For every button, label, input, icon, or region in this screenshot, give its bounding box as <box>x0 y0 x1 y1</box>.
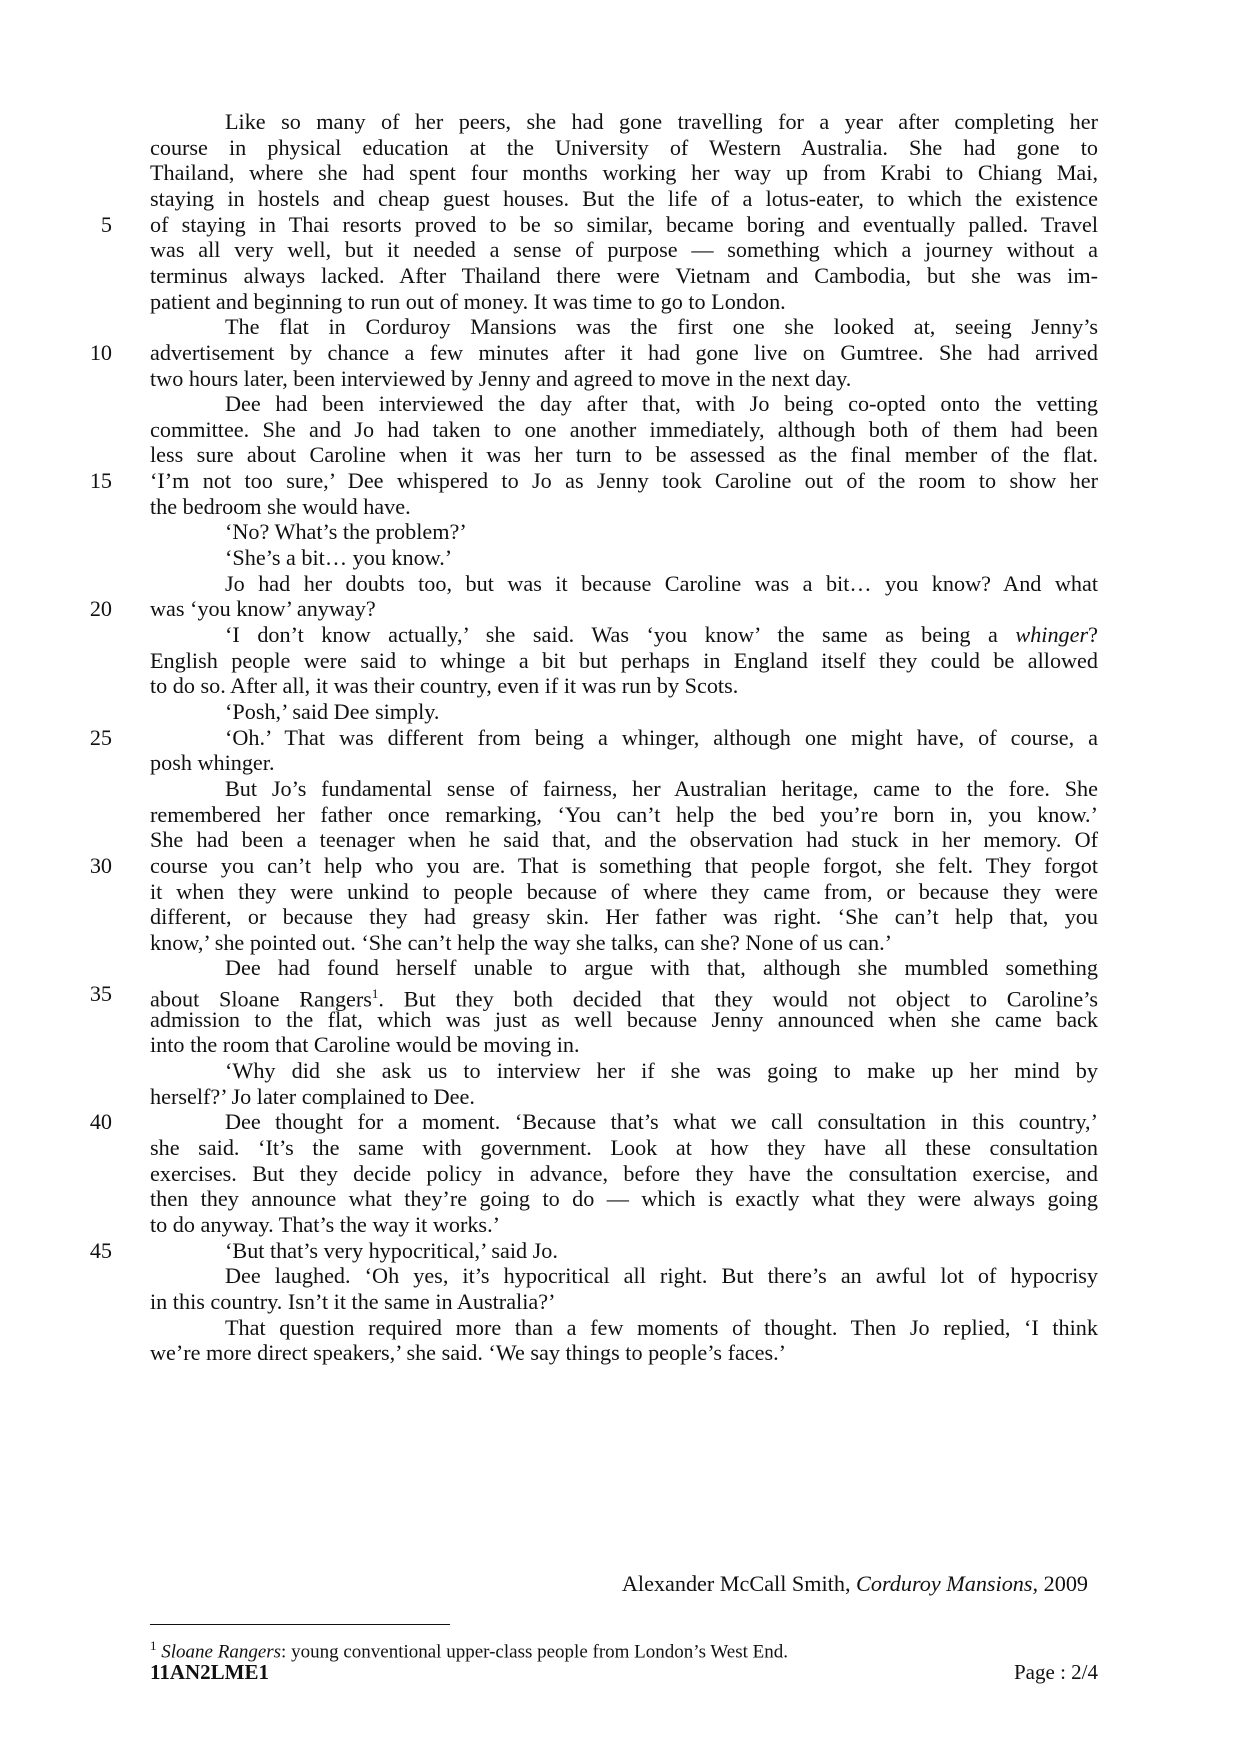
passage-line-text: staying in hostels and cheap guest houses. But the life of a lotus-eater, to which the existence <box>150 185 1098 211</box>
passage-line <box>150 877 1098 906</box>
line-number: 25 <box>89 724 112 750</box>
passage-line <box>150 774 1098 803</box>
footnote-reference: 1 <box>371 986 379 1002</box>
passage-line-text: exercises. But they decide policy in advance, before they have the consultation exercise, and <box>150 1160 1098 1186</box>
passage-line-text: Jo had her doubts too, but was it because Caroline was a bit… you know? And what <box>225 570 1098 596</box>
passage-line <box>150 800 1098 829</box>
page-number: Page : 2/4 <box>1014 1660 1098 1684</box>
passage-line-text: was all very well, but it needed a sense of purpose — something which a journey without a <box>150 237 1098 263</box>
passage-line <box>150 466 1098 495</box>
passage-line-text: ‘Why did she ask us to interview her if she was going to make up her mind by <box>225 1058 1098 1084</box>
passage-line <box>150 543 1098 572</box>
passage-line-text: But Jo’s fundamental sense of fairness, her Australian heritage, came to the fore. She <box>225 775 1098 801</box>
passage-line-text: Thailand, where she had spent four months working her way up from Krabi to Chiang Mai, <box>150 160 1098 186</box>
passage-line-text: committee. She and Jo had taken to one another immediately, although both of them had been <box>150 416 1098 442</box>
passage-line-text: ‘Oh.’ That was different from being a whinger, although one might have, of course, a <box>225 724 1098 750</box>
passage-line-text: course you can’t help who you are. That is something that people forgot, she felt. They forgot <box>150 852 1098 878</box>
passage-line-text: ‘She’s a bit… you know.’ <box>225 545 453 571</box>
passage-line <box>150 158 1098 187</box>
passage-line-text: ‘I’m not too sure,’ Dee whispered to Jo as Jenny took Caroline out of the room to show her <box>150 468 1098 494</box>
passage-line <box>150 1107 1098 1136</box>
passage-line <box>150 107 1098 136</box>
passage-line <box>150 1338 1098 1367</box>
passage-line-text: the bedroom she would have. <box>150 493 411 519</box>
passage-line-text: The flat in Corduroy Mansions was the first one she looked at, seeing Jenny’s <box>225 314 1098 340</box>
passage-line <box>150 979 1099 1012</box>
passage-line-text: was ‘you know’ anyway? <box>150 596 376 622</box>
passage-line <box>150 1082 1098 1111</box>
line-number: 45 <box>89 1237 112 1263</box>
passage-line <box>150 697 1098 726</box>
passage-line-text: patient and beginning to run out of money. It was time to go to London. <box>150 288 786 314</box>
passage-line <box>150 825 1098 854</box>
passage-line <box>150 902 1098 931</box>
passage-line-text: ‘Posh,’ said Dee simply. <box>225 698 440 724</box>
passage-line <box>150 1210 1098 1239</box>
passage-line <box>150 1313 1098 1342</box>
italic-word: whinger <box>1015 622 1089 647</box>
passage-line <box>150 133 1098 162</box>
passage-line <box>150 287 1098 316</box>
passage-line-text: course in physical education at the University of Western Australia. She had gone to <box>150 134 1098 160</box>
passage-line-text: admission to the flat, which was just as well because Jenny announced when she came back <box>150 1006 1098 1032</box>
passage-line <box>150 646 1098 675</box>
passage-line-text: remembered her father once remarking, ‘You can’t help the bed you’re born in, you know.’ <box>150 801 1098 827</box>
passage-line <box>150 671 1098 700</box>
passage-line <box>150 928 1098 957</box>
passage-line-text: posh whinger. <box>150 750 275 776</box>
passage-line-text: know,’ she pointed out. ‘She can’t help the way she talks, can she? None of us can.’ <box>150 929 893 955</box>
passage-line-text: two hours later, been interviewed by Jenny and agreed to move in the next day. <box>150 365 852 391</box>
passage-line-text: Dee laughed. ‘Oh yes, it’s hypocritical all right. But there’s an awful lot of hypocrisy <box>225 1263 1098 1289</box>
footnote-term: Sloane Rangers <box>161 1641 282 1663</box>
passage-line-text: herself?’ Jo later complained to Dee. <box>150 1083 475 1109</box>
exam-code: 11AN2LME1 <box>150 1660 270 1684</box>
passage-line <box>150 1056 1098 1085</box>
passage-line-text: ‘I don’t know actually,’ she said. Was ‘you know’ the same as being a <box>225 622 1016 647</box>
passage-line-text: we’re more direct speakers,’ she said. ‘We say things to people’s faces.’ <box>150 1340 787 1366</box>
passage-line-text: about Sloane Rangers <box>150 986 372 1012</box>
passage-line <box>150 851 1098 880</box>
passage-line-text: ‘No? What’s the problem?’ <box>225 519 467 545</box>
passage-line-text: That question required more than a few moments of thought. Then Jo replied, ‘I think <box>225 1314 1098 1340</box>
passage-line <box>150 594 1098 623</box>
passage-line-text: terminus always lacked. After Thailand there were Vietnam and Cambodia, but she was im- <box>150 262 1098 288</box>
passage-line <box>150 184 1098 213</box>
passage-line <box>150 312 1098 341</box>
passage-line <box>150 723 1098 752</box>
passage-line-text: advertisement by chance a few minutes after it had gone live on Gumtree. She had arrived <box>150 339 1098 365</box>
passage-line <box>150 748 1098 777</box>
passage-line-text: in this country. Isn’t it the same in Australia?’ <box>150 1288 556 1314</box>
passage-line-text: into the room that Caroline would be moving in. <box>150 1032 580 1058</box>
passage-line-text: then they announce what they’re going to do — which is exactly what they were always going <box>150 1186 1098 1212</box>
line-continuation: . But they both decided that they would not object to Caroline’s <box>378 986 1099 1012</box>
passage-line-text: of staying in Thai resorts proved to be so similar, became boring and eventually palled. Travel <box>150 211 1098 237</box>
line-number: 20 <box>89 596 112 622</box>
citation-author: Alexander McCall Smith, <box>621 1571 857 1596</box>
line-number: 35 <box>89 981 112 1007</box>
passage-line <box>150 1184 1098 1213</box>
passage-line-text: She had been a teenager when he said that, and the observation had stuck in her memory. Of <box>150 827 1098 853</box>
passage-line-text: it when they were unkind to people because of where they came from, or because they were <box>150 878 1098 904</box>
line-number: 30 <box>89 852 112 878</box>
footnote-marker: 1 <box>150 1638 157 1653</box>
citation-year: 2009 <box>1038 1571 1088 1596</box>
passage-line-text: different, or because they had greasy skin. Her father was right. ‘She can’t help that, you <box>150 904 1098 930</box>
passage-line <box>150 440 1098 469</box>
passage-line <box>150 1287 1098 1316</box>
line-number: 5 <box>100 211 112 237</box>
passage-line-text: to do so. After all, it was their country, even if it was run by Scots. <box>150 673 739 699</box>
footnote-rule <box>150 1624 450 1625</box>
passage-line-text: Dee had been interviewed the day after that, with Jo being co-opted onto the vetting <box>225 391 1098 417</box>
line-number: 15 <box>89 468 112 494</box>
passage-line <box>150 1133 1098 1162</box>
passage-line <box>150 1236 1098 1265</box>
line-number: 10 <box>89 339 112 365</box>
passage-line <box>150 210 1098 239</box>
passage-line-text: ‘But that’s very hypocritical,’ said Jo. <box>225 1237 558 1263</box>
passage-line-text: to do anyway. That’s the way it works.’ <box>150 1211 501 1237</box>
passage-line-text: Dee thought for a moment. ‘Because that’s what we call consultation in this country,’ <box>225 1109 1098 1135</box>
source-citation <box>150 1569 1088 1598</box>
passage-line <box>150 1030 1098 1059</box>
passage-line-text: she said. ‘It’s the same with government. Look at how they have all these consultation <box>150 1135 1098 1160</box>
passage-line <box>150 953 1098 982</box>
passage-line <box>150 492 1098 521</box>
passage-line <box>150 569 1098 598</box>
passage-line <box>150 415 1098 444</box>
passage-line <box>150 389 1098 418</box>
passage-line <box>150 1005 1098 1034</box>
passage-line <box>150 364 1098 393</box>
citation-title: Corduroy Mansions, <box>856 1571 1039 1596</box>
passage-line <box>150 235 1098 264</box>
passage-line <box>150 517 1098 546</box>
passage-line <box>150 1159 1098 1188</box>
passage-line-text: Dee had found herself unable to argue with that, although she mumbled something <box>225 955 1098 981</box>
footnote-definition: : young conventional upper-class people from London’s West End. <box>281 1641 788 1663</box>
passage-line <box>150 620 1098 649</box>
line-number: 40 <box>89 1109 112 1135</box>
line-ending: ? <box>1088 622 1098 647</box>
passage-line <box>150 338 1098 367</box>
passage-line <box>150 1261 1098 1290</box>
passage-line <box>150 261 1098 290</box>
passage-line-text: Like so many of her peers, she had gone travelling for a year after completing her <box>225 109 1098 134</box>
passage-line-text: less sure about Caroline when it was her turn to be assessed as the final member of the flat. <box>150 442 1098 468</box>
passage-line-text: English people were said to whinge a bit but perhaps in England itself they could be allowed <box>150 647 1098 673</box>
